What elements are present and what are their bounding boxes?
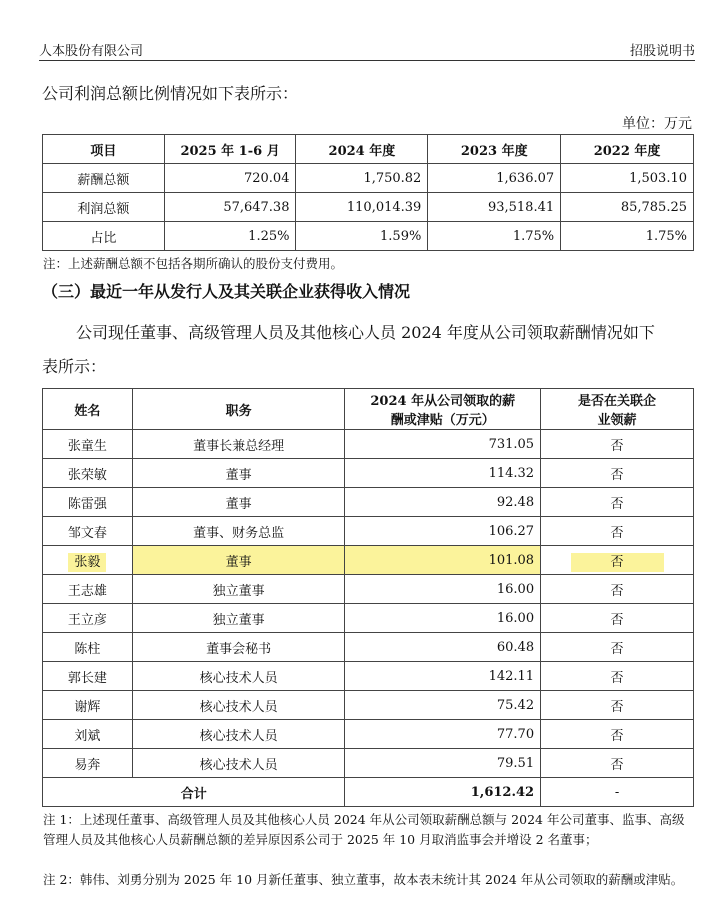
name-cell <box>43 546 133 575</box>
table-row <box>43 662 694 691</box>
related-pay-cell: 否 <box>541 633 694 662</box>
intro-text: 公司利润总额比例情况如下表所示： <box>42 84 299 103</box>
cell: 1.25% <box>164 222 296 251</box>
position-cell: 核心技术人员 <box>132 691 345 720</box>
position-cell: 独立董事 <box>132 575 345 604</box>
cell: 57,647.38 <box>164 193 296 222</box>
col-header: 2022 年度 <box>561 135 694 164</box>
table-row <box>43 488 694 517</box>
position-cell: 独立董事 <box>132 604 345 633</box>
cell: 720.04 <box>164 164 296 193</box>
cell: 1,750.82 <box>296 164 428 193</box>
name-cell: 张荣敏 <box>43 459 133 488</box>
row-label: 薪酬总额 <box>43 164 165 193</box>
salary-cell: 114.32 <box>345 459 541 488</box>
name-cell: 邹文春 <box>43 517 133 546</box>
table-row-highlighted <box>43 546 694 575</box>
related-pay-cell: 否 <box>541 517 694 546</box>
table-row <box>43 720 694 749</box>
salary-cell: 75.42 <box>345 691 541 720</box>
table-row <box>43 691 694 720</box>
highlighted-name: 张毅 <box>68 553 106 572</box>
position-cell: 董事 <box>132 488 345 517</box>
note-2: 注 2：韩伟、刘勇分别为 2025 年 10 月新任董事、独立董事，故本表未统计其 2024 年从公司领取的薪酬或津贴。 <box>43 872 684 887</box>
highlighted-flag: 否 <box>571 553 664 572</box>
col-header: 姓名 <box>43 389 133 430</box>
name-cell: 张童生 <box>43 430 133 459</box>
related-pay-cell: 否 <box>541 430 694 459</box>
company-name: 人本股份有限公司 <box>39 44 144 59</box>
related-pay-cell: 否 <box>541 488 694 517</box>
cell: 1.75% <box>428 222 561 251</box>
cell: 1,636.07 <box>428 164 561 193</box>
table-row <box>43 517 694 546</box>
related-pay-cell: 否 <box>541 575 694 604</box>
position-cell: 董事 <box>132 546 345 575</box>
name-cell: 陈柱 <box>43 633 133 662</box>
table-header-row <box>43 389 694 430</box>
name-cell: 易奔 <box>43 749 133 778</box>
salary-cell: 106.27 <box>345 517 541 546</box>
table-row <box>43 193 694 222</box>
row-label: 利润总额 <box>43 193 165 222</box>
related-pay-cell: 否 <box>541 749 694 778</box>
compensation-table <box>42 388 694 807</box>
table-header-row <box>43 135 694 164</box>
cell: 93,518.41 <box>428 193 561 222</box>
salary-cell: 79.51 <box>345 749 541 778</box>
unit-label: 单位：万元 <box>622 116 692 132</box>
table-row <box>43 222 694 251</box>
table-row <box>43 749 694 778</box>
name-cell: 刘斌 <box>43 720 133 749</box>
total-value: 1,612.42 <box>345 778 541 807</box>
col-header: 职务 <box>132 389 345 430</box>
salary-cell: 60.48 <box>345 633 541 662</box>
related-pay-cell: 否 <box>541 691 694 720</box>
salary-cell: 142.11 <box>345 662 541 691</box>
name-cell: 王立彦 <box>43 604 133 633</box>
table-row <box>43 459 694 488</box>
related-pay-cell <box>541 546 694 575</box>
related-pay-cell: 否 <box>541 720 694 749</box>
page-header <box>39 36 695 61</box>
name-cell: 陈雷强 <box>43 488 133 517</box>
table-row <box>43 164 694 193</box>
cell: 110,014.39 <box>296 193 428 222</box>
position-cell: 董事 <box>132 459 345 488</box>
cell: 1.75% <box>561 222 694 251</box>
col-header: 2025 年 1-6 月 <box>164 135 296 164</box>
salary-cell: 77.70 <box>345 720 541 749</box>
salary-cell: 731.05 <box>345 430 541 459</box>
position-cell: 核心技术人员 <box>132 720 345 749</box>
salary-cell: 16.00 <box>345 575 541 604</box>
cell: 1.59% <box>296 222 428 251</box>
paragraph-line: 公司现任董事、高级管理人员及其他核心人员 2024 年度从公司领取薪酬情况如下 <box>76 323 655 342</box>
cell: 1,503.10 <box>561 164 694 193</box>
table-row <box>43 575 694 604</box>
total-flag: - <box>541 778 694 807</box>
profit-ratio-table <box>42 134 694 251</box>
name-cell: 王志雄 <box>43 575 133 604</box>
salary-cell: 92.48 <box>345 488 541 517</box>
col-header: 2023 年度 <box>428 135 561 164</box>
total-label: 合计 <box>43 778 345 807</box>
document-type: 招股说明书 <box>629 44 695 59</box>
name-cell: 谢辉 <box>43 691 133 720</box>
section-title: （三）最近一年从发行人及其关联企业获得收入情况 <box>42 282 411 301</box>
table-row <box>43 633 694 662</box>
name-cell: 郭长建 <box>43 662 133 691</box>
position-cell: 核心技术人员 <box>132 749 345 778</box>
position-cell: 董事长兼总经理 <box>132 430 345 459</box>
related-pay-cell: 否 <box>541 662 694 691</box>
col-header: 2024 年度 <box>296 135 428 164</box>
table-row <box>43 430 694 459</box>
table-row <box>43 604 694 633</box>
note-table1: 注：上述薪酬总额不包括各期所确认的股份支付费用。 <box>43 256 344 271</box>
position-cell: 董事会秘书 <box>132 633 345 662</box>
position-cell: 核心技术人员 <box>132 662 345 691</box>
note-1: 注 1：上述现任董事、高级管理人员及其他核心人员 2024 年从公司领取薪酬总额与 2024 年公司董事、监事、高级管理人员及其他核心人员薪酬总额的差异原因系公司于 2025 年 10 月取消监事会并增设 2 名董事； <box>43 812 685 847</box>
related-pay-cell: 否 <box>541 459 694 488</box>
position-cell: 董事、财务总监 <box>132 517 345 546</box>
salary-cell: 16.00 <box>345 604 541 633</box>
col-header: 项目 <box>43 135 165 164</box>
salary-cell: 101.08 <box>345 546 541 575</box>
col-header: 是否在关联企业领薪 <box>541 389 694 430</box>
col-header: 2024 年从公司领取的薪酬或津贴（万元） <box>345 389 541 430</box>
related-pay-cell: 否 <box>541 604 694 633</box>
table-total-row <box>43 778 694 807</box>
paragraph-line: 表所示： <box>42 357 107 376</box>
row-label: 占比 <box>43 222 165 251</box>
cell: 85,785.25 <box>561 193 694 222</box>
